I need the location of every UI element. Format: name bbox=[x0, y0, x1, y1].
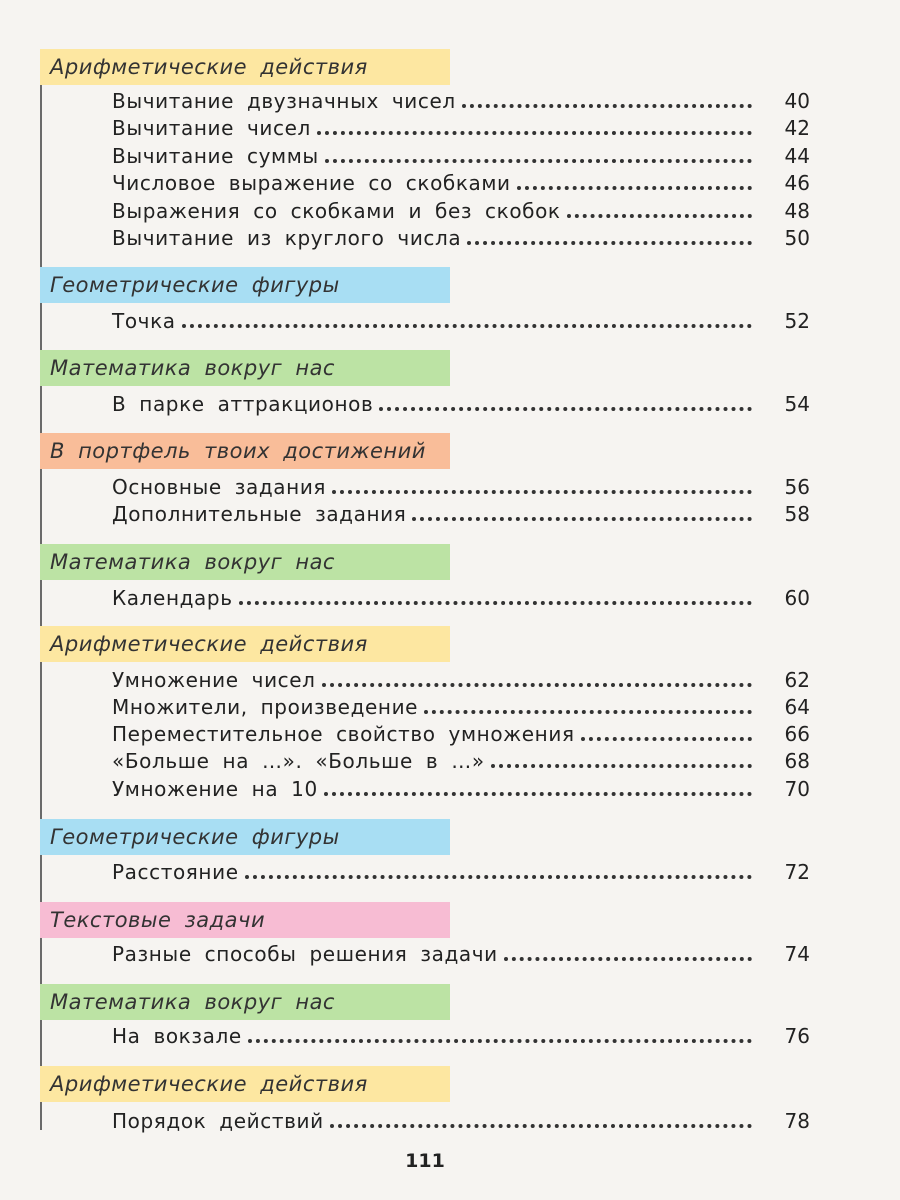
entry-title: Точка bbox=[112, 309, 176, 333]
section-header: В портфель твоих достижений bbox=[40, 433, 450, 469]
section-header: Арифметические действия bbox=[40, 626, 450, 662]
dot-leader bbox=[504, 957, 752, 961]
dot-leader bbox=[317, 131, 752, 135]
entry-title: Умножение на 10 bbox=[112, 777, 318, 801]
toc-entry[interactable] bbox=[112, 939, 810, 966]
entry-page: 68 bbox=[784, 749, 810, 773]
entry-title: В парке аттракционов bbox=[112, 392, 374, 416]
toc-entry[interactable] bbox=[112, 389, 810, 416]
entry-title: Расстояние bbox=[112, 860, 239, 884]
dot-leader bbox=[332, 490, 752, 494]
margin-rule bbox=[40, 52, 42, 1130]
entry-page: 62 bbox=[784, 668, 810, 692]
dot-leader bbox=[424, 710, 752, 714]
toc-entry[interactable] bbox=[112, 306, 810, 333]
entry-page: 56 bbox=[784, 475, 810, 499]
entry-page: 52 bbox=[784, 309, 810, 333]
dot-leader bbox=[412, 517, 752, 521]
entry-title: Разные способы решения задачи bbox=[112, 942, 498, 966]
entry-title: Умножение чисел bbox=[112, 668, 316, 692]
entry-page: 72 bbox=[784, 860, 810, 884]
entry-title: «Больше на …». «Больше в …» bbox=[112, 749, 485, 773]
entry-title: Выражения со скобками и без скобок bbox=[112, 199, 561, 223]
entry-title: Вычитание двузначных чисел bbox=[112, 89, 456, 113]
entry-page: 76 bbox=[784, 1024, 810, 1048]
section-header: Математика вокруг нас bbox=[40, 984, 450, 1020]
entry-title: На вокзале bbox=[112, 1024, 242, 1048]
dot-leader bbox=[581, 737, 752, 741]
entry-title: Вычитание суммы bbox=[112, 144, 319, 168]
entry-page: 58 bbox=[784, 502, 810, 526]
entry-title: Порядок действий bbox=[112, 1109, 324, 1133]
toc-entry[interactable] bbox=[112, 692, 810, 719]
dot-leader bbox=[324, 792, 752, 796]
section-header: Геометрические фигуры bbox=[40, 267, 450, 303]
entry-page: 54 bbox=[784, 392, 810, 416]
entry-title: Основные задания bbox=[112, 475, 327, 499]
entry-page: 60 bbox=[784, 586, 810, 610]
entry-page: 40 bbox=[784, 89, 810, 113]
entry-page: 50 bbox=[784, 226, 810, 250]
entry-title: Множители, произведение bbox=[112, 695, 419, 719]
toc-entry[interactable] bbox=[112, 168, 810, 195]
dot-leader bbox=[330, 1124, 752, 1128]
dot-leader bbox=[462, 104, 752, 108]
toc-entry[interactable] bbox=[112, 223, 810, 250]
dot-leader bbox=[245, 875, 752, 879]
dot-leader bbox=[325, 159, 752, 163]
entry-page: 66 bbox=[784, 722, 810, 746]
dot-leader bbox=[322, 683, 752, 687]
toc-entry[interactable] bbox=[112, 472, 810, 499]
entry-title: Вычитание чисел bbox=[112, 116, 311, 140]
toc-entry[interactable] bbox=[112, 196, 810, 223]
toc-entry[interactable] bbox=[112, 1106, 810, 1133]
section-header: Математика вокруг нас bbox=[40, 350, 450, 386]
toc-entry[interactable] bbox=[112, 719, 810, 746]
entry-page: 74 bbox=[784, 942, 810, 966]
entry-title: Дополнительные задания bbox=[112, 502, 407, 526]
section-header: Арифметические действия bbox=[40, 49, 450, 85]
entry-page: 64 bbox=[784, 695, 810, 719]
entry-title: Вычитание из круглого числа bbox=[112, 226, 462, 250]
toc-entry[interactable] bbox=[112, 1021, 810, 1048]
toc-entry[interactable] bbox=[112, 857, 810, 884]
entry-title: Календарь bbox=[112, 586, 233, 610]
page-number: 111 bbox=[405, 1150, 445, 1172]
section-header: Математика вокруг нас bbox=[40, 544, 450, 580]
section-header: Текстовые задачи bbox=[40, 902, 450, 938]
dot-leader bbox=[182, 324, 752, 328]
entry-page: 70 bbox=[784, 777, 810, 801]
toc-entry[interactable] bbox=[112, 113, 810, 140]
entry-page: 46 bbox=[784, 171, 810, 195]
dot-leader bbox=[239, 601, 752, 605]
toc-entry[interactable] bbox=[112, 665, 810, 692]
toc-entry[interactable] bbox=[112, 774, 810, 801]
dot-leader bbox=[248, 1039, 752, 1043]
dot-leader bbox=[567, 214, 752, 218]
toc-entry[interactable] bbox=[112, 141, 810, 168]
dot-leader bbox=[467, 241, 752, 245]
dot-leader bbox=[379, 407, 752, 411]
dot-leader bbox=[491, 764, 752, 768]
entry-page: 42 bbox=[784, 116, 810, 140]
entry-page: 44 bbox=[784, 144, 810, 168]
toc-entry[interactable] bbox=[112, 499, 810, 526]
entry-page: 48 bbox=[784, 199, 810, 223]
section-header: Арифметические действия bbox=[40, 1066, 450, 1102]
entry-title: Переместительное свойство умножения bbox=[112, 722, 575, 746]
section-header: Геометрические фигуры bbox=[40, 819, 450, 855]
toc-entry[interactable] bbox=[112, 583, 810, 610]
entry-page: 78 bbox=[784, 1109, 810, 1133]
toc-entry[interactable] bbox=[112, 86, 810, 113]
dot-leader bbox=[517, 186, 752, 190]
entry-title: Числовое выражение со скобками bbox=[112, 171, 511, 195]
toc-entry[interactable] bbox=[112, 746, 810, 773]
